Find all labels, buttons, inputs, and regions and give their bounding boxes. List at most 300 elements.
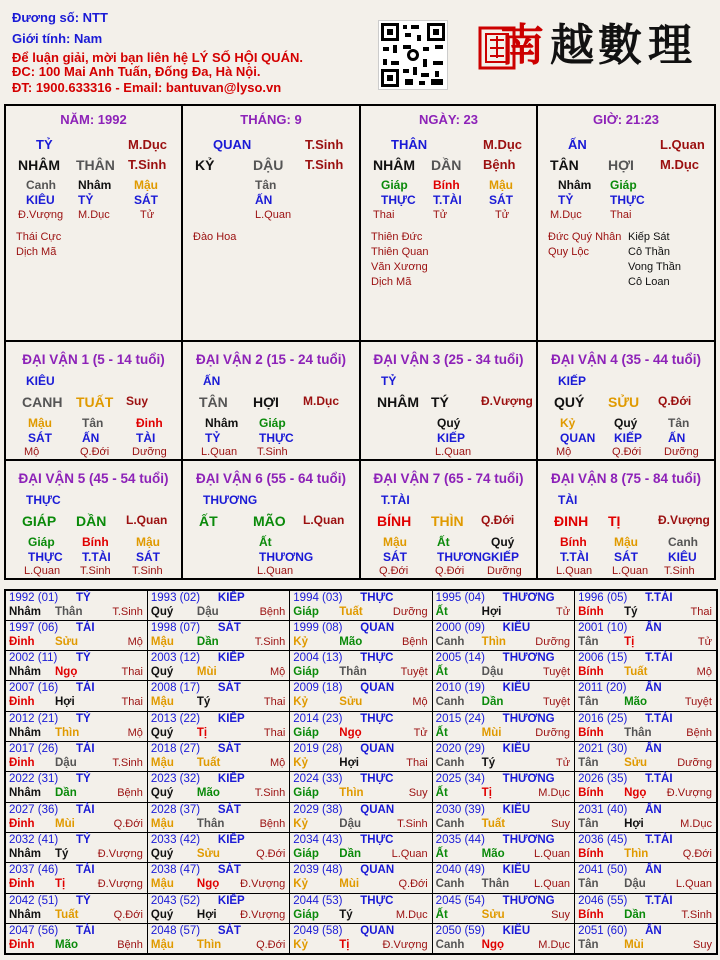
year-stage: M.Dục	[395, 908, 428, 921]
dai-van-stage: Q.Đới	[481, 513, 515, 527]
year-label: 2017 (26)	[9, 743, 59, 756]
hidden-stage: Dưỡng	[487, 565, 522, 577]
year-label: 2035 (44)	[435, 834, 485, 847]
contact-line: Để luận giải, mời bạn liên hệ LÝ SỐ HỘI QUÁN.	[12, 50, 303, 65]
year-stem: Canh	[435, 817, 465, 830]
year-label: 2018 (27)	[150, 743, 201, 756]
year-stem: Tân	[578, 696, 599, 709]
year-branch: Dần	[481, 696, 504, 709]
dai-van-stem: CANH	[22, 394, 63, 410]
dai-van-stage: Q.Đới	[658, 394, 692, 408]
dai-van-cell	[6, 461, 183, 578]
year-stage: Tuyệt	[684, 696, 712, 709]
year-god: THỰC	[360, 773, 394, 786]
pillar-branch: DẬU	[253, 157, 284, 173]
year-stage: L.Quan	[533, 878, 571, 891]
dai-van-stage: L.Quan	[126, 513, 168, 527]
year-stage: Bệnh	[686, 726, 712, 739]
year-branch: Tý	[481, 757, 496, 770]
year-label: 2049 (58)	[293, 925, 343, 938]
dai-van-title: ĐẠI VẬN 8 (75 - 84 tuổi)	[550, 471, 702, 486]
pillar-branch: DẦN	[431, 157, 462, 173]
hidden-stage: Mộ	[556, 446, 572, 458]
special-star: Kiếp Sát	[628, 231, 670, 243]
year-label: 2003 (12)	[150, 652, 201, 665]
year-cell	[147, 681, 289, 711]
year-god: THƯƠNG	[502, 834, 555, 847]
year-label: 1996 (05)	[578, 592, 628, 604]
pillar-cell	[538, 106, 714, 342]
hidden-god: THỰC	[259, 431, 294, 445]
year-label: 2025 (34)	[435, 773, 485, 786]
year-stage: T.Sinh	[397, 817, 428, 830]
year-branch: Mùi	[196, 666, 217, 679]
year-cell	[5, 772, 147, 802]
year-branch: Tị	[196, 726, 208, 739]
year-branch: Tý	[55, 848, 69, 861]
year-stem: Kỷ	[293, 878, 308, 891]
hidden-stem: Tân	[82, 416, 104, 430]
year-stem: Đinh	[9, 757, 35, 770]
year-god: SÁT	[217, 803, 241, 816]
hidden-god: KIẾP	[491, 550, 520, 564]
hidden-stage: L.Quan	[201, 446, 238, 458]
hidden-god: THỰC	[610, 193, 645, 207]
year-branch: Ngọ	[55, 666, 78, 679]
year-stem: Đinh	[9, 878, 35, 891]
year-cell	[147, 772, 289, 802]
year-label: 2015 (24)	[435, 712, 485, 725]
year-god: ẤN	[645, 743, 662, 756]
special-star: Đào Hoa	[193, 231, 237, 243]
year-god: TÀI	[76, 621, 95, 634]
year-branch: Thìn	[196, 939, 222, 952]
year-stage: Q.Đới	[256, 848, 286, 861]
special-star: Cô Loan	[628, 276, 670, 288]
year-stage: Mộ	[127, 635, 143, 648]
dai-van-stem: BÍNH	[377, 513, 412, 529]
pillar-stage: T.Sinh	[305, 137, 344, 152]
year-branch: Tuất	[196, 757, 221, 770]
year-branch: Mùi	[339, 878, 360, 891]
pillar-stage: M.Dục	[128, 137, 167, 152]
year-row	[5, 833, 717, 863]
year-stem: Đinh	[9, 696, 35, 709]
year-stem: Tân	[578, 817, 599, 830]
year-label: 2037 (46)	[9, 864, 59, 877]
year-stem: Canh	[435, 878, 465, 891]
year-stem: Quý	[150, 848, 174, 861]
year-stage: M.Dục	[680, 817, 712, 830]
year-stage: Bệnh	[117, 787, 143, 800]
year-stage: Đ.Vượng	[97, 878, 143, 891]
year-stem: Bính	[578, 726, 604, 739]
year-cell	[290, 590, 432, 620]
year-stage: T.Sinh	[254, 787, 286, 800]
year-branch: Hợi	[481, 606, 502, 618]
year-stem: Bính	[578, 606, 604, 618]
hidden-stage: Đ.Vượng	[18, 209, 64, 221]
year-branch: Thìn	[55, 726, 80, 739]
dai-van-branch: SỬU	[608, 394, 640, 410]
hidden-god: THƯƠNG	[437, 550, 492, 564]
year-label: 2038 (47)	[150, 864, 201, 877]
year-label: 2021 (30)	[578, 743, 628, 756]
hidden-stage: Q.Đới	[379, 565, 409, 577]
hidden-god: KIẾP	[614, 431, 643, 445]
hidden-stage: L.Quan	[612, 565, 649, 577]
year-god: ẤN	[645, 682, 662, 695]
hidden-stem: Giáp	[381, 178, 408, 192]
year-cell	[575, 711, 717, 741]
year-label: 1994 (03)	[293, 592, 343, 604]
year-god: TÀI	[76, 743, 95, 756]
year-god: THỰC	[360, 712, 394, 725]
year-branch: Hợi	[55, 696, 75, 709]
year-stem: Tân	[578, 878, 599, 891]
year-cell	[147, 711, 289, 741]
special-star: Thái Cực	[16, 231, 62, 243]
year-label: 2040 (49)	[435, 864, 485, 877]
special-star: Vong Thần	[628, 261, 682, 273]
year-cell	[147, 893, 289, 923]
hidden-stem: Tân	[255, 178, 277, 192]
year-stem: Ất	[435, 908, 448, 921]
year-cell	[290, 742, 432, 772]
year-label: 2024 (33)	[293, 773, 343, 786]
pillar-stem: KỶ	[195, 157, 215, 173]
year-cell	[5, 924, 147, 954]
year-branch: Sửu	[196, 848, 220, 861]
year-god: SÁT	[217, 682, 241, 695]
year-god: KIÊU	[502, 621, 531, 634]
year-branch: Tuất	[55, 908, 79, 921]
year-branch: Dậu	[196, 606, 219, 618]
hidden-stem: Mậu	[136, 535, 160, 549]
hidden-god: KIÊU	[26, 193, 55, 207]
special-star: Dịch Mã	[371, 276, 412, 288]
year-cell	[432, 681, 574, 711]
hidden-stage: L.Quan	[255, 209, 292, 221]
year-stem: Bính	[578, 848, 604, 861]
year-stage: Tuyệt	[400, 666, 428, 679]
year-row	[5, 620, 717, 650]
hidden-stem: Canh	[26, 178, 56, 192]
dai-van-title: ĐẠI VẬN 1 (5 - 14 tuổi)	[22, 352, 165, 367]
year-stage: Thai	[121, 696, 143, 709]
year-stem: Canh	[435, 757, 465, 770]
year-branch: Mão	[196, 787, 220, 800]
year-stem: Giáp	[293, 848, 319, 861]
hidden-stage: T.Sinh	[664, 565, 695, 577]
year-god: THỰC	[360, 652, 394, 665]
dai-van-title: ĐẠI VẬN 5 (45 - 54 tuổi)	[18, 471, 169, 486]
year-cell	[575, 802, 717, 832]
year-label: 1995 (04)	[435, 592, 485, 604]
pillar-cell	[183, 106, 361, 342]
hidden-god: T.TÀI	[433, 193, 462, 207]
year-branch: Dậu	[339, 817, 362, 830]
year-god: SÁT	[217, 621, 241, 634]
year-stem: Mậu	[150, 757, 174, 770]
gender-line: Giới tính: Nam	[12, 31, 103, 46]
year-label: 2026 (35)	[578, 773, 628, 786]
year-stem: Ất	[435, 726, 448, 739]
year-stage: Suy	[551, 908, 571, 921]
owner-line: Đương số: NTT	[12, 10, 108, 25]
year-stage: Bệnh	[401, 635, 428, 648]
hidden-stage: Tử	[433, 209, 448, 221]
hidden-stem: Ất	[259, 535, 272, 549]
dai-van-title: ĐẠI VẬN 2 (15 - 24 tuổi)	[195, 352, 347, 367]
year-label: 2045 (54)	[435, 894, 485, 907]
year-label: 2051 (60)	[578, 925, 628, 938]
year-stage: Suy	[551, 817, 571, 830]
year-god: THƯƠNG	[502, 592, 555, 604]
year-god: THƯƠNG	[502, 712, 555, 725]
year-cell	[5, 651, 147, 681]
year-branch: Ngọ	[624, 787, 647, 800]
hidden-stem: Giáp	[259, 416, 286, 430]
year-branch: Tý	[624, 606, 638, 618]
year-cell	[147, 742, 289, 772]
year-branch: Mùi	[55, 817, 75, 830]
year-stem: Kỷ	[293, 757, 308, 770]
year-cell	[575, 924, 717, 954]
year-stage: L.Quan	[675, 878, 712, 891]
dai-van-god: T.TÀI	[381, 493, 410, 507]
year-branch: Mão	[55, 939, 78, 952]
year-stem: Quý	[150, 726, 174, 739]
year-stage: Dưỡng	[535, 635, 571, 648]
pillar-title: THÁNG: 9	[240, 112, 302, 127]
year-god: TỶ	[76, 652, 91, 665]
year-cell	[432, 802, 574, 832]
year-god: KIẾP	[217, 834, 245, 847]
year-stem: Mậu	[150, 696, 174, 709]
hidden-stage: L.Quan	[24, 565, 61, 577]
hidden-god: ẤN	[668, 431, 686, 445]
svg-text:理: 理	[648, 20, 692, 71]
year-label: 2000 (09)	[435, 621, 485, 634]
year-cell	[432, 651, 574, 681]
year-god: ẤN	[645, 925, 662, 938]
year-label: 2030 (39)	[435, 803, 485, 816]
year-label: 2011 (20)	[578, 682, 627, 695]
hidden-stem: Mậu	[134, 178, 158, 192]
pillars-grid	[4, 104, 716, 580]
dai-van-stem: NHÂM	[377, 394, 419, 410]
year-god: ẤN	[645, 803, 662, 816]
dai-van-branch: TÝ	[431, 394, 449, 410]
special-star: Thiên Đức	[371, 231, 423, 243]
year-stage: Mộ	[696, 666, 712, 679]
year-stem: Đinh	[9, 635, 35, 648]
hidden-stem: Bính	[433, 178, 460, 192]
year-label: 2048 (57)	[150, 925, 201, 938]
year-label: 2008 (17)	[150, 682, 201, 695]
year-god: THƯƠNG	[502, 652, 555, 665]
hidden-stage: M.Dục	[78, 209, 110, 221]
year-cell	[432, 893, 574, 923]
dai-van-stage: M.Dục	[303, 394, 339, 408]
year-cell	[290, 772, 432, 802]
dai-van-title: ĐẠI VẬN 6 (55 - 64 tuổi)	[195, 471, 347, 486]
dai-van-title: ĐẠI VẬN 7 (65 - 74 tuổi)	[373, 471, 524, 486]
dai-van-title: ĐẠI VẬN 4 (35 - 44 tuổi)	[550, 352, 702, 367]
year-stage: Mộ	[270, 757, 286, 770]
year-stem: Quý	[150, 666, 174, 679]
pillar-title: NGÀY: 23	[419, 112, 478, 127]
year-branch: Tị	[55, 878, 66, 891]
pillar-stage: M.Dục	[483, 137, 522, 152]
pillar-stem-god: ẤN	[568, 137, 587, 152]
year-branch: Hợi	[624, 817, 644, 830]
year-cell	[432, 772, 574, 802]
pillar-branch-stage: T.Sinh	[305, 157, 344, 172]
year-god: THỰC	[360, 592, 394, 604]
hidden-god: SÁT	[383, 550, 407, 564]
year-stage: Dưỡng	[535, 726, 571, 739]
pillar-stem-god: THÂN	[391, 137, 428, 152]
year-branch: Tuất	[481, 817, 506, 830]
hidden-stem: Tân	[668, 416, 690, 430]
year-label: 2001 (10)	[578, 621, 628, 634]
year-stage: Q.Đới	[256, 939, 286, 952]
year-stage: T.Sinh	[681, 908, 712, 921]
year-stage: T.Sinh	[112, 757, 143, 770]
year-god: TỶ	[76, 773, 91, 786]
year-stem: Nhâm	[9, 666, 41, 679]
hidden-stem: Mậu	[383, 535, 407, 549]
year-row	[5, 924, 717, 954]
year-label: 2036 (45)	[578, 834, 628, 847]
year-row	[5, 893, 717, 923]
year-cell	[432, 742, 574, 772]
hidden-stem: Kỷ	[560, 416, 576, 430]
year-label: 2039 (48)	[293, 864, 343, 877]
year-label: 2047 (56)	[9, 925, 59, 938]
year-god: KIẾP	[217, 592, 245, 604]
year-branch: Mão	[624, 696, 648, 709]
dai-van-cell	[183, 342, 361, 461]
year-stage: Mộ	[127, 726, 143, 739]
year-god: SÁT	[217, 925, 241, 938]
year-god: TỶ	[76, 712, 91, 725]
year-stem: Tân	[578, 635, 599, 648]
dai-van-branch: TUẤT	[76, 394, 114, 410]
year-branch: Dần	[55, 787, 77, 800]
year-cell	[575, 772, 717, 802]
year-label: 2027 (36)	[9, 803, 59, 816]
year-stem: Nhâm	[9, 848, 41, 861]
year-cell	[432, 711, 574, 741]
hidden-stem: Nhâm	[78, 178, 112, 192]
year-branch: Dần	[196, 635, 219, 648]
year-branch: Thân	[55, 606, 83, 618]
year-branch: Mão	[481, 848, 505, 861]
year-row	[5, 681, 717, 711]
dai-van-stage: Đ.Vượng	[481, 394, 533, 408]
year-god: TỶ	[76, 592, 91, 604]
pillar-stem: TÂN	[550, 157, 579, 173]
hidden-god: QUAN	[560, 431, 596, 445]
year-god: QUAN	[360, 803, 395, 816]
hidden-stage: L.Quan	[435, 446, 472, 458]
year-label: 2032 (41)	[9, 834, 59, 847]
year-god: KIÊU	[502, 743, 531, 756]
year-stage: L.Quan	[533, 848, 571, 861]
hidden-god: SÁT	[28, 431, 52, 445]
dai-van-branch: TỊ	[608, 513, 621, 529]
pillar-stage: L.Quan	[660, 137, 705, 152]
year-cell	[5, 863, 147, 893]
year-stage: Tuyệt	[542, 666, 571, 679]
year-stage: Suy	[692, 939, 712, 952]
year-stage: Thai	[263, 726, 286, 739]
year-god: KIÊU	[502, 864, 531, 877]
year-stage: Q.Đới	[113, 817, 143, 830]
year-branch: Thân	[339, 666, 367, 679]
hidden-god: ẤN	[82, 431, 100, 445]
hidden-stem: Quý	[491, 535, 515, 549]
dai-van-cell	[183, 461, 361, 578]
year-stem: Nhâm	[9, 606, 41, 618]
year-stem: Canh	[435, 939, 465, 952]
phone-email-line[interactable]: ĐT: 1900.633316 - Email: bantuvan@lyso.vn	[12, 80, 282, 95]
year-stage: Mộ	[412, 696, 428, 709]
qr-code-icon[interactable]	[378, 20, 448, 90]
year-label: 2004 (13)	[293, 652, 343, 665]
year-stem: Mậu	[150, 635, 174, 648]
hidden-stem: Ất	[437, 535, 450, 549]
hidden-god: T.TÀI	[560, 550, 589, 564]
hidden-god: KIÊU	[668, 550, 697, 564]
year-stem: Đinh	[9, 939, 35, 952]
pillar-branch: THÂN	[76, 157, 115, 173]
dai-van-cell	[361, 461, 538, 578]
year-stage: T.Sinh	[254, 635, 286, 648]
year-stem: Giáp	[293, 726, 319, 739]
hidden-stage: Thai	[610, 209, 632, 221]
dai-van-branch: THÌN	[431, 513, 464, 529]
year-cell	[575, 651, 717, 681]
year-cell	[290, 681, 432, 711]
hidden-god: THƯƠNG	[259, 550, 314, 564]
year-label: 2010 (19)	[435, 682, 485, 695]
year-cell	[5, 893, 147, 923]
year-branch: Dần	[624, 908, 646, 921]
year-cell	[290, 863, 432, 893]
year-label: 2029 (38)	[293, 803, 343, 816]
year-label: 2014 (23)	[293, 712, 343, 725]
year-branch: Thân	[624, 726, 652, 739]
dai-van-stage: L.Quan	[303, 513, 345, 527]
year-stem: Nhâm	[9, 908, 41, 921]
hidden-stem: Mậu	[614, 535, 638, 549]
year-god: KIẾP	[217, 652, 245, 665]
year-stem: Giáp	[293, 666, 319, 679]
hidden-god: TỶ	[78, 193, 94, 207]
year-cell	[147, 802, 289, 832]
hidden-stage: L.Quan	[556, 565, 593, 577]
dai-van-cell	[361, 342, 538, 461]
year-stage: Tuyệt	[542, 696, 571, 709]
year-god: THỰC	[360, 894, 394, 907]
pillar-cell	[361, 106, 538, 342]
year-stage: Bệnh	[259, 606, 286, 618]
year-god: KIẾP	[217, 894, 245, 907]
